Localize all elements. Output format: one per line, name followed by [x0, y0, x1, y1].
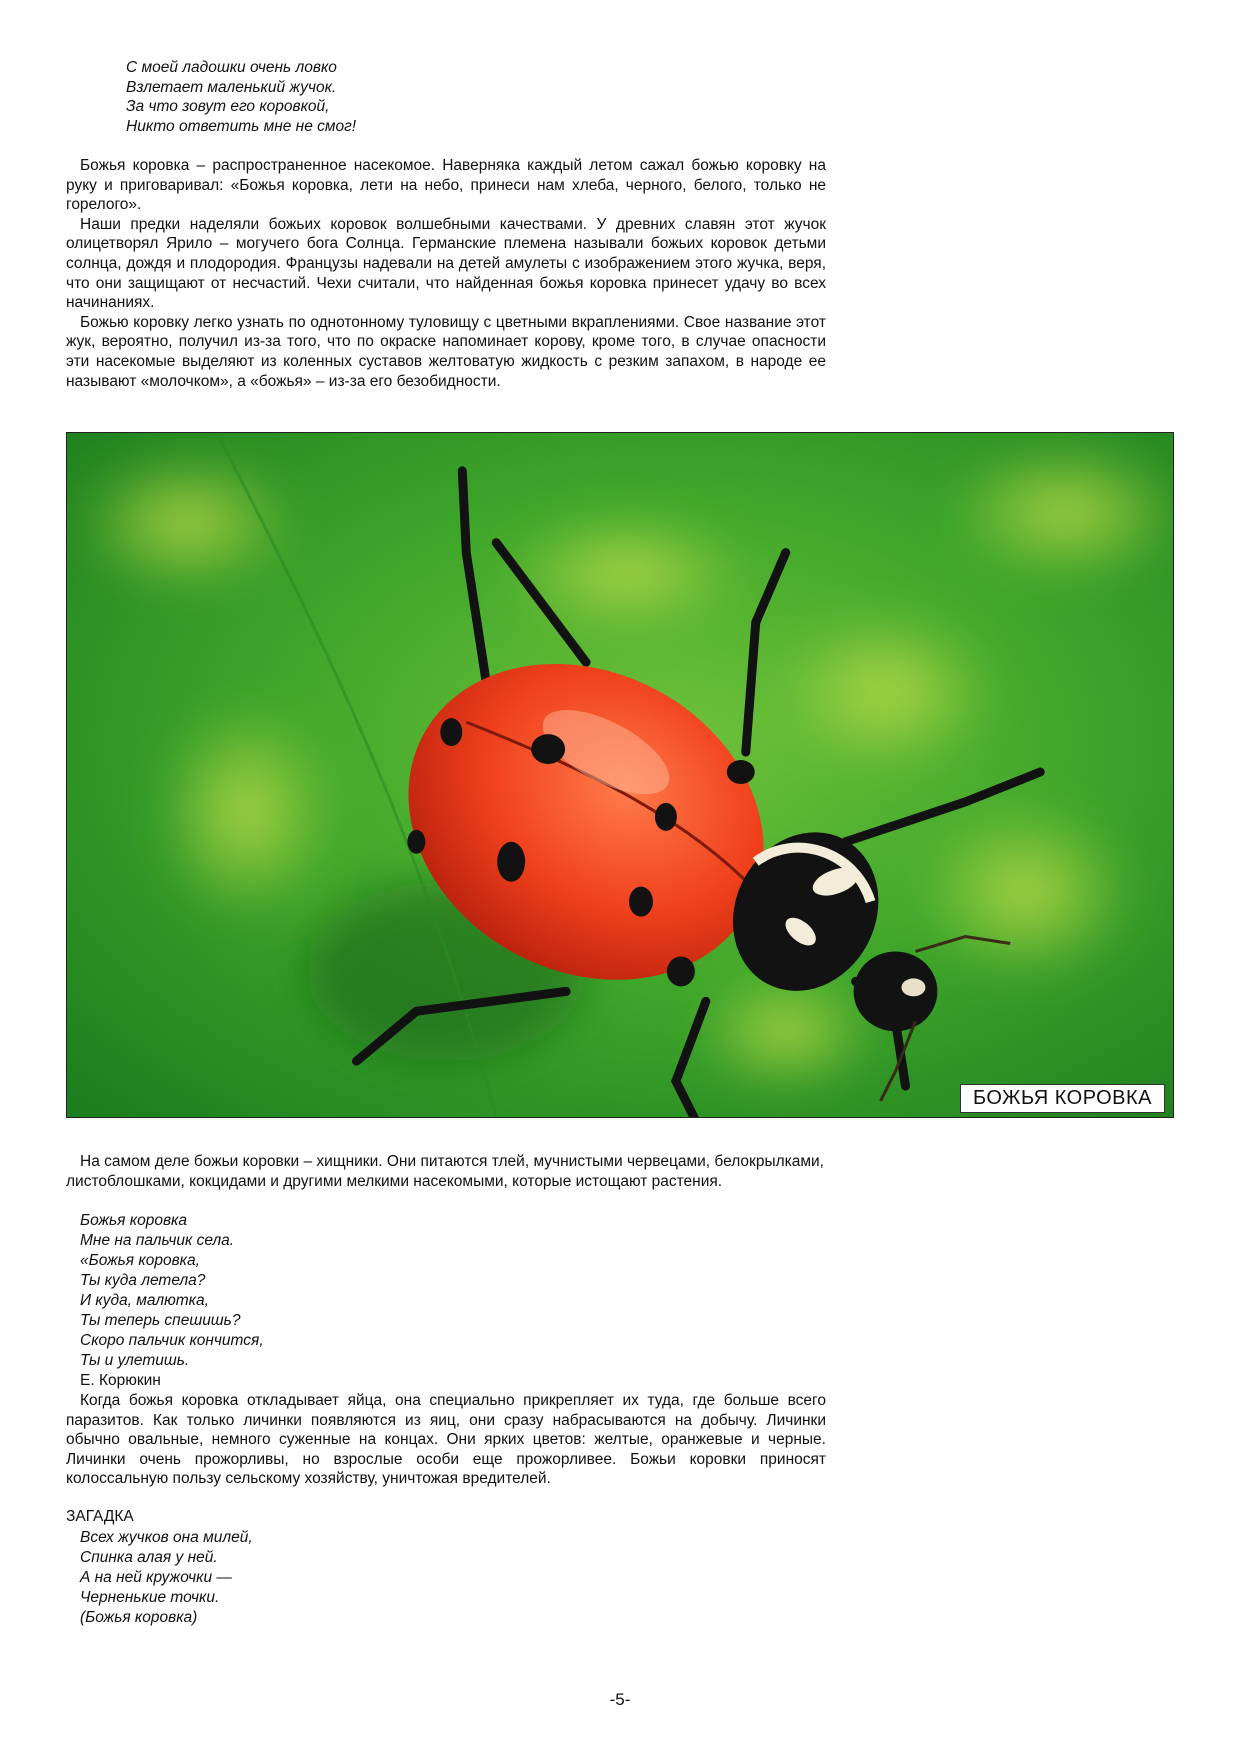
- poem-line: С моей ладошки очень ловко: [126, 59, 337, 76]
- poem-line: Черненькие точки.: [80, 1589, 220, 1606]
- photo-caption: БОЖЬЯ КОРОВКА: [960, 1084, 1165, 1113]
- paragraph: На самом деле божьи коровки – хищники. Они питаются тлей, мучнистыми червецами, белокрылками, листоблошками, кокцидами и другими мелкими насекомыми, которые истощают растения.: [66, 1153, 824, 1190]
- poem-line: Всех жучков она милей,: [80, 1529, 253, 1546]
- poem-line: Спинка алая у ней.: [80, 1549, 218, 1566]
- paragraph: Когда божья коровка откладывает яйца, она специально прикрепляет их туда, где больше всего паразитов. Как только личинки появляются из яиц, они сразу набрасываются на добычу. Личинки обычно овальные, немного суженные на концах. Они ярких цветов: желтые, оранжевые и черные. Личинки очень прожорливы, но взрослые особи еще прожорливее. Божьи коровки приносят колоссальную пользу сельскому хозяйству, уничтожая вредителей.: [66, 1392, 826, 1488]
- poem-line: Ты теперь спешишь?: [80, 1312, 241, 1329]
- poem-line: А на ней кружочки —: [80, 1569, 232, 1586]
- poem-line: Скоро пальчик кончится,: [80, 1332, 264, 1349]
- poem-line: «Божья коровка,: [80, 1252, 200, 1269]
- larvae-text: [66, 1391, 826, 1489]
- ladybug-illustration: [67, 433, 1173, 1117]
- poem-author: Е. Корюкин: [80, 1372, 161, 1389]
- predator-text: [66, 1152, 824, 1191]
- poem-line: И куда, малютка,: [80, 1292, 209, 1309]
- intro-text: [66, 156, 826, 391]
- middle-poem: [80, 1211, 264, 1391]
- ladybug-photo: [66, 432, 1174, 1118]
- page-number: -5-: [609, 1690, 631, 1709]
- poem-line: (Божья коровка): [80, 1609, 198, 1626]
- riddle-poem: [80, 1528, 253, 1628]
- riddle-label: ЗАГАДКА: [66, 1508, 134, 1525]
- poem-line: Божья коровка: [80, 1212, 187, 1229]
- poem-line: Ты и улетишь.: [80, 1352, 190, 1369]
- poem-line: За что зовут его коровкой,: [126, 98, 330, 116]
- paragraph: Наши предки наделяли божьих коровок волшебными качествами. У древних славян этот жучок олицетворял Ярило – могучего бога Солнца. Германские племена называли божьих коровок детьми солнца, дождя и плодородия. Французы надевали на детей амулеты с изображением этого жучка, веря, что они защищают от несчастий. Чехи считали, что найденная божья коровка принесет удачу во всех начинаниях.: [66, 215, 826, 312]
- paragraph: Божью коровку легко узнать по однотонному туловищу с цветными вкраплениями. Свое название этот жук, вероятно, получил из-за того, что по окраске напоминает корову, кроме того, в случае опасности эти насекомые выделяют из коленных суставов желтоватую жидкость с резким запахом, в народе ее называют «молочком», а «божья» – из-за его безобидности.: [66, 313, 826, 390]
- poem-line: Мне на пальчик села.: [80, 1232, 235, 1249]
- epigraph-poem: [126, 58, 356, 136]
- paragraph: Божья коровка – распространенное насекомое. Наверняка каждый летом сажал божью коровку на руку и приговаривал: «Божья коровка, лети на небо, принеси нам хлеба, черного, белого, только не горелого».: [66, 157, 826, 214]
- poem-line: Ты куда летела?: [80, 1272, 206, 1289]
- poem-line: Взлетает маленький жучок.: [126, 78, 337, 96]
- poem-line: Никто ответить мне не смог!: [126, 117, 357, 135]
